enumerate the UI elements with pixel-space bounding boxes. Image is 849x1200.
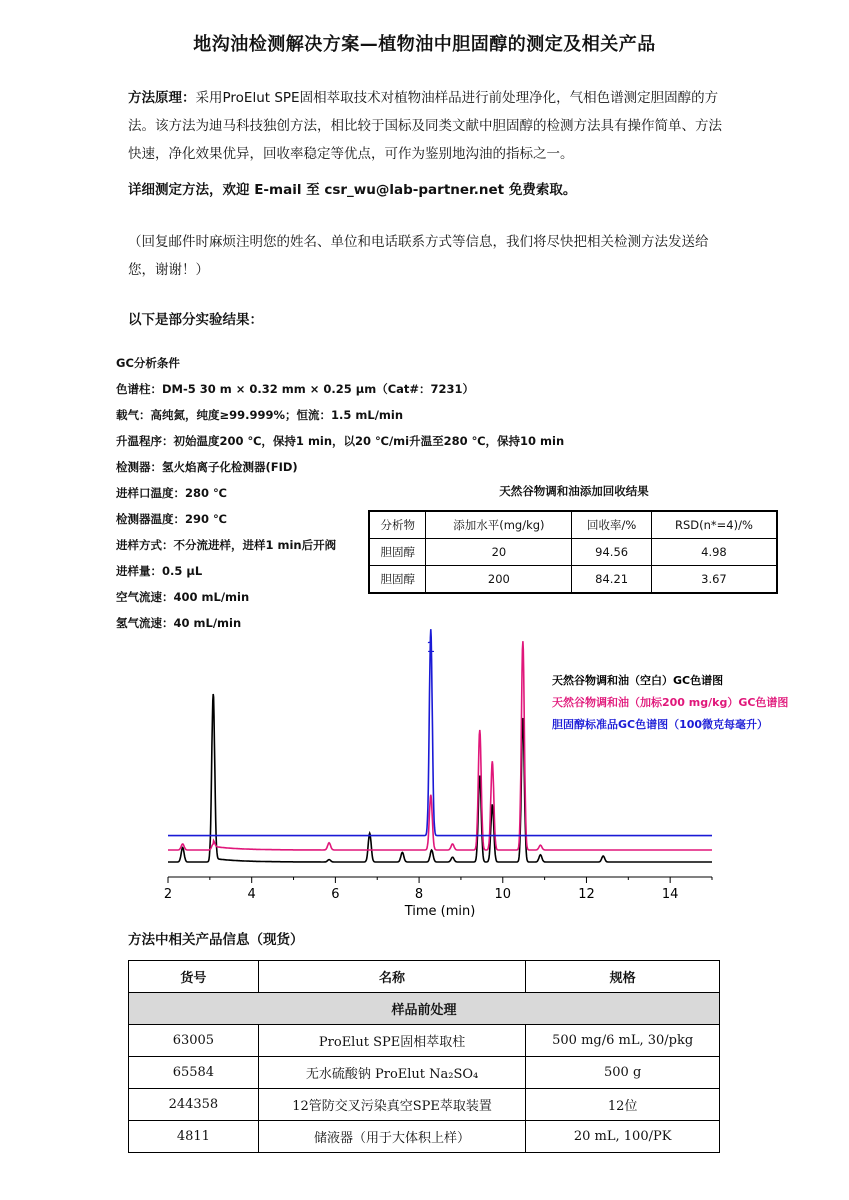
gc-hydrogen-flow: 氢气流速：40 mL/min — [116, 616, 242, 630]
table-cell: 84.21 — [572, 566, 652, 594]
table-cell: 500 g — [526, 1057, 720, 1089]
legend-entry-standard: 胆固醇标准品GC色谱图（100微克每毫升） — [552, 718, 769, 731]
table-cell: 200 — [426, 566, 572, 594]
gc-detector: 检测器：氢火焰离子化检测器(FID) — [116, 460, 298, 474]
header-cell: 分析物 — [369, 511, 426, 539]
table-cell: 500 mg/6 mL, 30/pkg — [526, 1025, 720, 1057]
x-tick-label: 14 — [661, 887, 679, 902]
x-tick-label: 2 — [163, 887, 173, 902]
header-cell: 货号 — [129, 961, 259, 993]
recovery-table-title: 天然谷物调和油添加回收结果 — [499, 484, 649, 498]
gc-column: 色谱柱：DM-5 30 m × 0.32 mm × 0.25 μm（Cat#：7231） — [116, 382, 475, 396]
results-intro: 以下是部分实验结果： — [128, 312, 263, 328]
table-cell: 20 — [426, 539, 572, 566]
legend-entry-spiked: 天然谷物调和油（加标200 mg/kg）GC色谱图 — [552, 696, 789, 709]
principle-label: 方法原理： — [128, 90, 196, 106]
x-tick-label: 10 — [494, 887, 512, 902]
table-cell: 储液器（用于大体积上样） — [258, 1121, 526, 1153]
x-tick-label: 4 — [247, 887, 256, 902]
gc-injection-mode: 进样方式：不分流进样，进样1 min后开阀 — [116, 538, 337, 552]
table-row — [129, 1025, 720, 1057]
principle-text: 采用ProElut SPE固相萃取技术对植物油样品进行前处理净化，气相色谱测定胆固醇的方法。该方法为迪马科技独创方法，相比较于国标及同类文献中胆固醇的检测方法具有操作简单、方法快速，净化效果优异，回收率稳定等优点，可作为鉴别地沟油的指标之一。 — [128, 90, 722, 162]
x-tick-label: 6 — [331, 887, 340, 902]
products-title: 方法中相关产品信息（现货） — [128, 932, 304, 948]
gc-inlet-temp: 进样口温度：280 ℃ — [116, 486, 227, 500]
gc-temp-program: 升温程序：初始温度200 ℃，保持1 min，以20 ℃/mi升温至280 ℃，保持10 min — [116, 434, 565, 448]
table-cell: 63005 — [129, 1025, 259, 1057]
gc-detector-temp: 检测器温度：290 ℃ — [116, 512, 227, 526]
table-header-row — [129, 961, 720, 993]
reply-note: （回复邮件时麻烦注明您的姓名、单位和电话联系方式等信息，我们将尽快把相关检测方法发送给您，谢谢！） — [128, 234, 709, 278]
table-cell: 胆固醇 — [369, 566, 426, 594]
table-cell: 4.98 — [651, 539, 777, 566]
recovery-table — [368, 510, 778, 594]
group-cell: 样品前处理 — [129, 993, 720, 1025]
table-cell: 无水硫酸钠 ProElut Na₂SO₄ — [258, 1057, 526, 1089]
table-cell: 3.67 — [651, 566, 777, 594]
table-cell: ProElut SPE固相萃取柱 — [258, 1025, 526, 1057]
table-row — [129, 1057, 720, 1089]
table-cell: 20 mL, 100/PK — [526, 1121, 720, 1153]
gc-heading: GC分析条件 — [116, 356, 180, 370]
table-row — [129, 1121, 720, 1153]
table-row — [369, 539, 777, 566]
header-cell: 规格 — [526, 961, 720, 993]
gc-carrier-gas: 载气：高纯氮，纯度≥99.999%；恒流：1.5 mL/min — [116, 408, 404, 422]
table-cell: 244358 — [129, 1089, 259, 1121]
header-cell: 回收率/% — [572, 511, 652, 539]
table-cell: 胆固醇 — [369, 539, 426, 566]
header-cell: RSD(n*=4)/% — [651, 511, 777, 539]
table-cell: 94.56 — [572, 539, 652, 566]
table-cell: 12管防交叉污染真空SPE萃取装置 — [258, 1089, 526, 1121]
contact-text: 详细测定方法，欢迎 E-mail 至 csr_wu@lab-partner.net 免费索取。 — [128, 182, 577, 198]
gc-air-flow: 空气流速：400 mL/min — [116, 590, 250, 604]
chromatogram-trace-1 — [168, 641, 712, 850]
table-row — [129, 1089, 720, 1121]
products-table — [128, 960, 720, 1153]
x-tick-label: 8 — [414, 887, 424, 902]
gc-injection-volume: 进样量：0.5 μL — [116, 564, 203, 578]
table-cell: 4811 — [129, 1121, 259, 1153]
table-group-row — [129, 993, 720, 1025]
header-cell: 名称 — [258, 961, 526, 993]
table-cell: 12位 — [526, 1089, 720, 1121]
page-title: 地沟油检测解决方案—植物油中胆固醇的测定及相关产品 — [193, 34, 656, 55]
header-cell: 添加水平(mg/kg) — [426, 511, 572, 539]
x-axis-label: Time (min) — [404, 904, 476, 919]
table-cell: 65584 — [129, 1057, 259, 1089]
method-principle — [128, 84, 728, 168]
table-row — [369, 566, 777, 594]
peak-label: 1 — [426, 640, 436, 656]
table-header-row — [369, 511, 777, 539]
legend-entry-blank: 天然谷物调和油（空白）GC色谱图 — [552, 674, 724, 687]
chromatogram-chart — [120, 640, 789, 925]
chromatogram-trace-2 — [168, 629, 712, 835]
x-tick-label: 12 — [578, 887, 595, 902]
